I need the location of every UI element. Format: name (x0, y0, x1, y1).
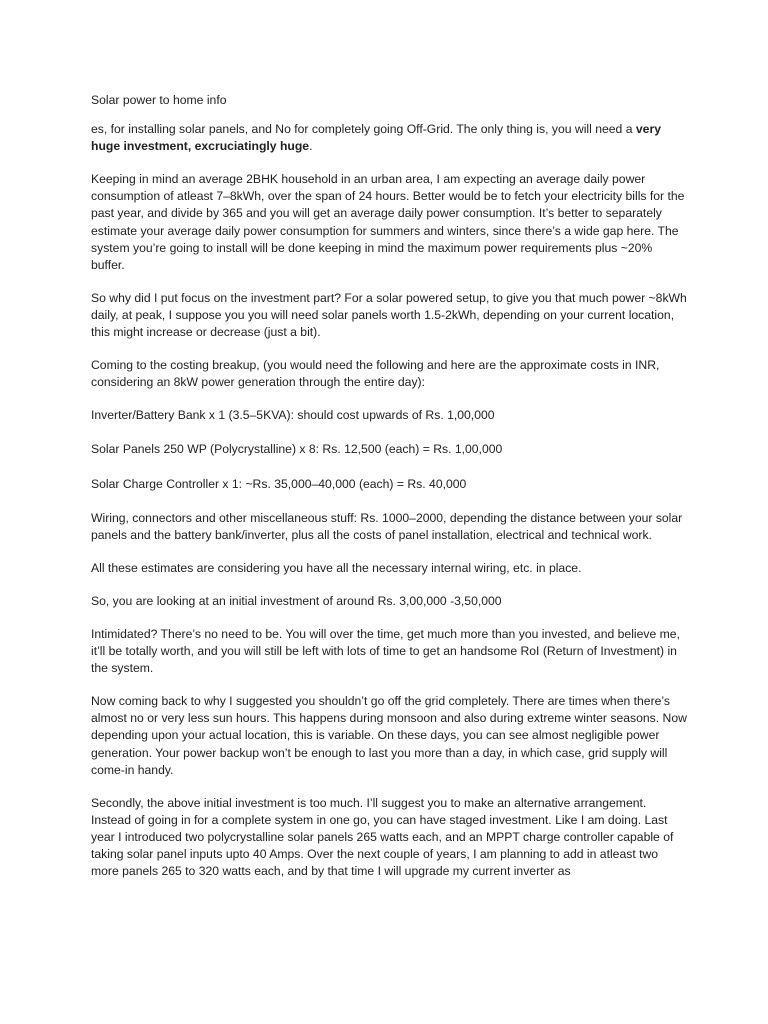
text-run: All these estimates are considering you have all the necessary internal wiring, etc. in place. (91, 560, 582, 575)
text-run: Now coming back to why I suggested you shouldn’t go off the grid completely. There are times when there’s almost no or very less sun hours. This happens during monsoon and also during extreme winter seasons. Now depending upon your actual location, this is variable. On these days, you can see almost negligible power generation. Your power backup won’t be enough to last you more than a day, in which case, grid supply will come-in handy. (91, 694, 687, 777)
paragraph-estimates-note (91, 560, 687, 577)
paragraph-intro (91, 121, 687, 155)
text-run: . (309, 139, 313, 154)
cost-item-solar-panels (91, 441, 687, 458)
document-title: Solar power to home info (91, 93, 227, 107)
paragraph-intimidated (91, 626, 687, 677)
cost-item-wiring (91, 510, 687, 544)
text-run: Secondly, the above initial investment is too much. I’ll suggest you to make an alternative arrangement. Instead of going in for a complete system in one go, you can have staged investment. Like I am doing. Last year I introduced two polycrystalline solar panels 265 watts each, and an MPPT charge controller capable of taking solar panel inputs upto 40 Amps. Over the next couple of years, I am planning to add in atleast two more panels 265 to 320 watts each, and by that time I will upgrade my current inverter as (91, 795, 674, 879)
bold-emphasis: very huge investment, excruciatingly huge (91, 122, 661, 154)
paragraph-total-investment (91, 593, 687, 610)
text-run: So, you are looking at an initial investment of around Rs. 3,00,000 -3,50,000 (91, 593, 502, 608)
paragraph-consumption (91, 171, 687, 274)
document-content (91, 92, 687, 896)
paragraph-off-grid (91, 693, 687, 778)
text-run: Inverter/Battery Bank x 1 (3.5–5KVA): should cost upwards of Rs. 1,00,000 (91, 408, 495, 423)
text-run: Wiring, connectors and other miscellaneous stuff: Rs. 1000–2000, depending the distance between your solar panels and the battery bank/inverter, plus all the costs of panel installation, electrical and technical work. (91, 510, 683, 542)
text-run: Keeping in mind an average 2BHK household in an urban area, I am expecting an average daily power consumption of atleast 7–8kWh, over the span of 24 hours. Better would be to fetch your electricity bills for the past year, and divide by 365 and you will get an average daily power consumption. It’s better to separately estimate your average daily power consumption for summers and winters, since there’s a wide gap here. The system you’re going to install will be done keeping in mind the maximum power requirements plus ~20% buffer. (91, 172, 685, 272)
paragraph-costing-breakup (91, 357, 687, 391)
paragraph-staged-investment (91, 795, 687, 880)
text-run: es, for installing solar panels, and No for completely going Off-Grid. The only thing is, you will need a (91, 122, 636, 137)
text-run: Solar Charge Controller x 1: ~Rs. 35,000–40,000 (each) = Rs. 40,000 (91, 476, 467, 491)
paragraph-investment-focus (91, 290, 687, 341)
text-run: Coming to the costing breakup, (you would need the following and here are the approximate costs in INR, considering an 8kW power generation through the entire day): (91, 358, 660, 390)
text-run: Solar Panels 250 WP (Polycrystalline) x 8: Rs. 12,500 (each) = Rs. 1,00,000 (91, 442, 503, 457)
text-run: Intimidated? There’s no need to be. You will over the time, get much more than you invested, and believe me, it’ll be totally worth, and you will still be left with lots of time to get an handsome RoI (Return of Investment) in the system. (91, 626, 680, 676)
text-run: So why did I put focus on the investment part? For a solar powered setup, to give you that much power ~8kWh daily, at peak, I suppose you you will need solar panels worth 1.5-2kWh, depending on your current location, this might increase or decrease (just a bit). (91, 290, 687, 340)
cost-item-inverter (91, 407, 687, 424)
cost-item-charge-controller (91, 476, 687, 493)
